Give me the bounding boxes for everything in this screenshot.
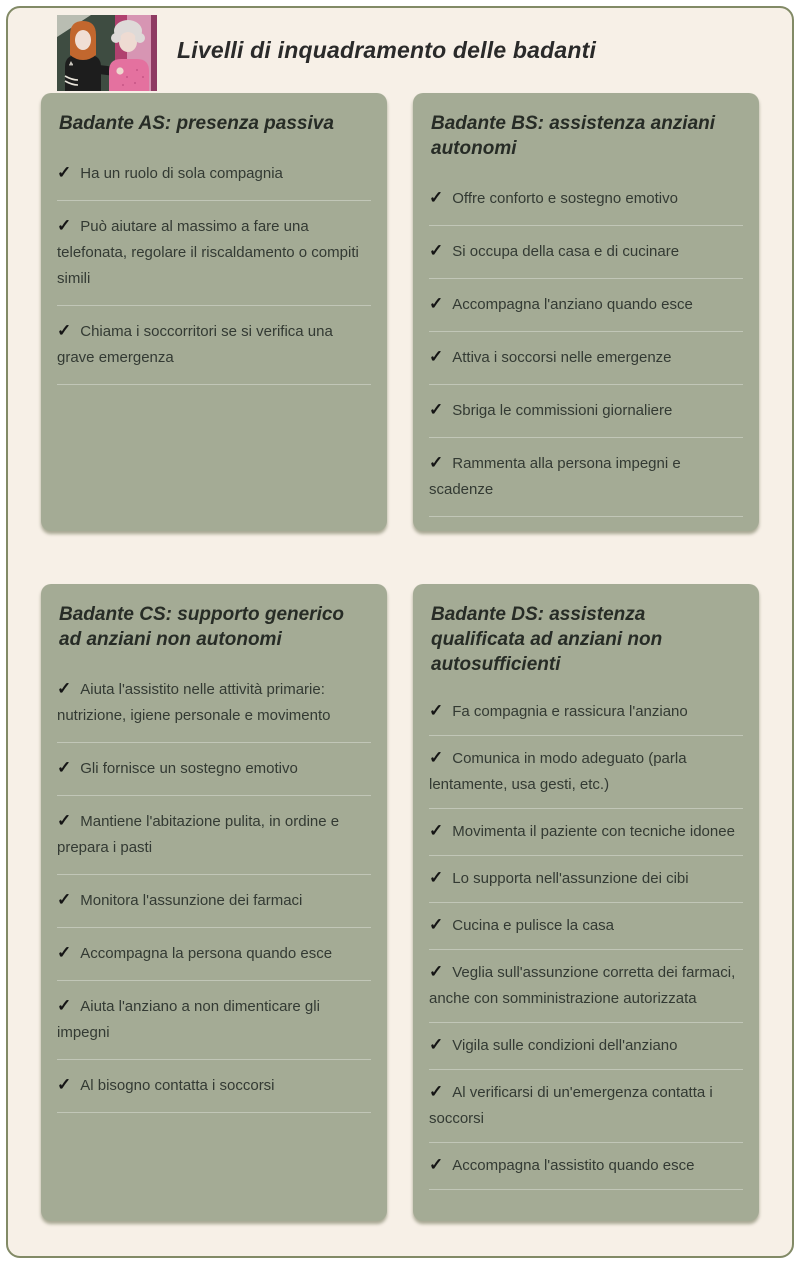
checkmark-icon: ✓ — [429, 400, 444, 420]
checkmark-icon: ✓ — [429, 1035, 444, 1055]
checkmark-icon: ✓ — [57, 321, 72, 341]
checklist-item — [57, 201, 371, 306]
checklist-item — [57, 306, 371, 385]
page-title: Livelli di inquadramento delle badanti — [177, 36, 597, 63]
checklist-item — [429, 856, 743, 903]
checklist-item — [57, 981, 371, 1060]
checkmark-icon: ✓ — [57, 216, 72, 236]
checklist-item — [429, 438, 743, 517]
checkmark-icon: ✓ — [57, 811, 72, 831]
checklist-item-text: Al verificarsi di un'emergenza contatta i soccorsi — [429, 1084, 713, 1128]
checklist-item-text: Aiuta l'assistito nelle attività primarie: nutrizione, igiene personale e movimento — [57, 681, 331, 725]
checklist-item — [429, 950, 743, 1023]
checklist-item — [57, 796, 371, 875]
checklist-item-text: Si occupa della casa e di cucinare — [452, 243, 680, 261]
card-badante-cs — [41, 584, 387, 1221]
checklist-item-text: Vigila sulle condizioni dell'anziano — [452, 1037, 678, 1055]
checklist-item — [429, 226, 743, 279]
checklist-item-text: Fa compagnia e rassicura l'anziano — [452, 703, 688, 721]
checkmark-icon: ✓ — [57, 679, 72, 699]
checklist-item-text: Gli fornisce un sostegno emotivo — [80, 760, 298, 778]
checklist-item-text: Monitora l'assunzione dei farmaci — [80, 892, 303, 910]
checklist-item — [57, 743, 371, 796]
header — [41, 13, 759, 91]
checkmark-icon: ✓ — [429, 1155, 444, 1175]
checkmark-icon: ✓ — [429, 868, 444, 888]
checklist-item — [429, 1023, 743, 1070]
card-title-as: Badante AS: presenza passiva — [59, 113, 334, 134]
card-title-ds: Badante DS: assistenza qualificata ad anziani non autosufficienti — [431, 604, 663, 676]
checkmark-icon: ✓ — [57, 996, 72, 1016]
checklist-item-text: Aiuta l'anziano a non dimenticare gli impegni — [57, 998, 320, 1042]
infographic-container — [6, 6, 794, 1258]
checklist-item — [429, 809, 743, 856]
checkmark-icon: ✓ — [429, 1082, 444, 1102]
checklist-item-text: Accompagna la persona quando esce — [80, 945, 333, 963]
checklist-item — [429, 1143, 743, 1190]
checklist-item — [429, 736, 743, 809]
checkmark-icon: ✓ — [429, 821, 444, 841]
checklist-item — [57, 928, 371, 981]
checklist-item-text: Accompagna l'assistito quando esce — [452, 1157, 695, 1175]
checklist-ds — [429, 689, 743, 1190]
checklist-item-text: Lo supporta nell'assunzione dei cibi — [452, 870, 689, 888]
checklist-item — [429, 332, 743, 385]
checklist-item — [57, 664, 371, 743]
checklist-item — [57, 875, 371, 928]
checkmark-icon: ✓ — [429, 347, 444, 367]
checkmark-icon: ✓ — [429, 962, 444, 982]
checklist-item — [429, 279, 743, 332]
caregiver-elderly-illustration — [57, 15, 157, 91]
checkmark-icon: ✓ — [429, 453, 444, 473]
checkmark-icon: ✓ — [57, 1075, 72, 1095]
checklist-as — [57, 148, 371, 385]
checklist-item-text: Cucina e pulisce la casa — [452, 917, 615, 935]
checkmark-icon: ✓ — [429, 748, 444, 768]
checklist-item-text: Sbriga le commissioni giornaliere — [452, 402, 673, 420]
checkmark-icon: ✓ — [57, 758, 72, 778]
checklist-bs — [429, 173, 743, 517]
checklist-item-text: Al bisogno contatta i soccorsi — [80, 1077, 275, 1095]
checkmark-icon: ✓ — [57, 943, 72, 963]
checkmark-icon: ✓ — [429, 188, 444, 208]
checklist-item-text: Rammenta alla persona impegni e scadenze — [429, 455, 681, 499]
checklist-item-text: Movimenta il paziente con tecniche idonee — [452, 823, 735, 841]
checklist-item-text: Ha un ruolo di sola compagnia — [80, 165, 283, 183]
card-badante-ds — [413, 584, 759, 1221]
card-title-cs: Badante CS: supporto generico ad anziani non autonomi — [59, 604, 345, 651]
cards-grid — [41, 93, 759, 1221]
checklist-item-text: Chiama i soccorritori se si verifica una grave emergenza — [57, 323, 333, 367]
checklist-item — [429, 385, 743, 438]
card-title-bs: Badante BS: assistenza anziani autonomi — [431, 113, 716, 160]
checklist-item — [57, 1060, 371, 1113]
checklist-item-text: Mantiene l'abitazione pulita, in ordine e prepara i pasti — [57, 813, 340, 857]
checklist-item — [429, 689, 743, 736]
checklist-item-text: Può aiutare al massimo a fare una telefonata, regolare il riscaldamento o compiti simili — [57, 218, 359, 288]
checklist-item — [429, 173, 743, 226]
checklist-item — [429, 1070, 743, 1143]
checkmark-icon: ✓ — [429, 241, 444, 261]
checkmark-icon: ✓ — [429, 915, 444, 935]
checklist-item-text: Attiva i soccorsi nelle emergenze — [452, 349, 672, 367]
checklist-item-text: Accompagna l'anziano quando esce — [452, 296, 693, 314]
card-badante-as — [41, 93, 387, 531]
card-badante-bs — [413, 93, 759, 531]
checklist-item-text: Veglia sull'assunzione corretta dei farmaci, anche con somministrazione autorizzata — [429, 964, 736, 1008]
checkmark-icon: ✓ — [429, 701, 444, 721]
checklist-item-text: Comunica in modo adeguato (parla lentamente, usa gesti, etc.) — [429, 750, 687, 794]
checklist-cs — [57, 664, 371, 1113]
checkmark-icon: ✓ — [57, 890, 72, 910]
checklist-item-text: Offre conforto e sostegno emotivo — [452, 190, 678, 208]
checklist-item — [57, 148, 371, 201]
checkmark-icon: ✓ — [429, 294, 444, 314]
checkmark-icon: ✓ — [57, 163, 72, 183]
checklist-item — [429, 903, 743, 950]
